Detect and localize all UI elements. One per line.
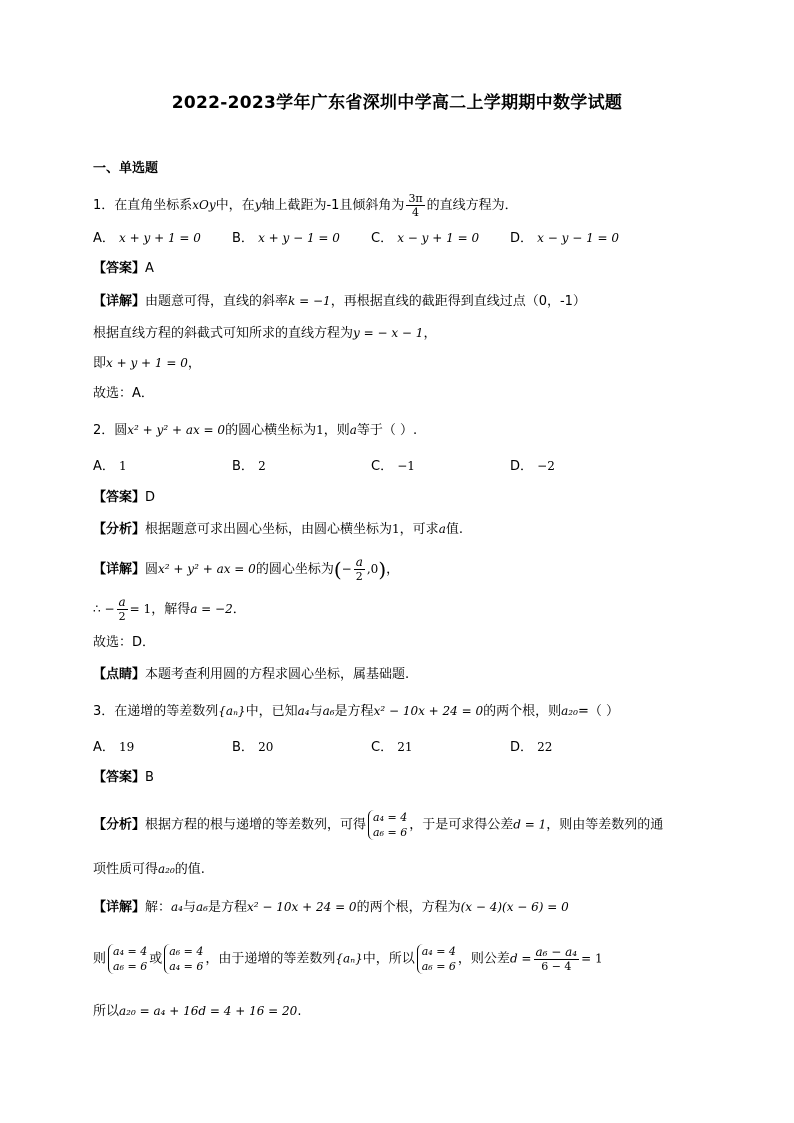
detail-text: 则 [93,951,107,967]
q1-option-d [510,229,619,248]
q3-a6: a₆ [322,704,335,718]
option-label: A． [93,740,115,755]
q3-stem [93,702,619,721]
detail-math: k = −1 [288,294,331,308]
system-top: a₆ = 4 [169,945,204,958]
fraction-den: 2 [118,610,126,623]
analysis-text: 根据方程的根与递增的等差数列，可得 [145,817,367,833]
detail-math: a = −2 [190,602,233,616]
analysis-text: 值. [445,522,463,537]
q1-angle-fraction [406,192,424,219]
answer-value: D [145,490,156,505]
q1-y: y [254,198,262,212]
q3-analysis-line-1 [93,810,663,840]
q1-xoy: xOy [192,198,216,212]
q1-stem-text: 1．在直角坐标系 [93,198,193,213]
q2-option-d [510,457,555,476]
option-label: C． [371,459,394,474]
detail-text: ，则公差 [457,951,510,967]
analysis-text: 的值. [174,862,205,877]
q3-answer [93,769,154,787]
option-label: D． [510,459,534,474]
paren-open: ( [333,557,342,582]
q3-equation: x² − 10x + 24 = 0 [373,704,484,718]
detail-text: ， [386,562,400,577]
option-value: −2 [537,459,555,473]
option-value: 19 [119,740,135,754]
detail-tag: 【详解】 [93,562,146,577]
q1-angle-den: 4 [412,206,420,219]
q3-stem-text: 与 [309,704,323,719]
q2-stem [93,421,417,440]
q1-detail-line-2 [93,324,436,343]
q2-var: a [349,423,357,437]
detail-text: ，再根据直线的截距得到直线过点（0，-1） [330,294,586,309]
q1-detail-line-1 [93,292,586,311]
analysis-text: 项性质可得 [93,862,159,877]
analysis-var: a [438,522,446,536]
slope-fraction [534,946,580,973]
q2-detail-line-2 [93,596,246,623]
q3-detail-line-1 [93,898,569,917]
detail-math: x² − 10x + 24 = 0 [247,900,357,914]
center-rest: ,0 [366,562,379,576]
q3-option-c [371,738,413,757]
q3-sequence: {aₙ} [218,704,246,718]
analysis-tag: 【分析】 [93,817,146,833]
detail-text: 由题意可得，直线的斜率 [145,294,289,309]
option-value: x + y − 1 = 0 [258,231,340,245]
q3-a20: a₂₀ [561,704,578,718]
option-value: 22 [537,740,553,754]
detail-text: 是方程 [207,900,247,915]
q1-option-b [232,229,340,248]
detail-text: ， [187,356,201,371]
fraction-num: a [118,595,126,609]
analysis-text: ，则由等差数列的通 [546,817,664,833]
answer-value: A [145,261,154,276]
q1-detail-line-3 [93,354,201,373]
answer-tag: 【答案】 [93,490,146,505]
option-label: D． [510,231,534,246]
q2-option-a [93,457,127,476]
q1-option-c [371,229,479,248]
detail-text: 中，所以 [362,951,415,967]
document-title: 2022-2023学年广东省深圳中学高二上学期期中数学试题 [171,93,623,113]
option-value: 1 [119,459,127,473]
fraction-num: a₆ − a₄ [535,944,578,959]
analysis-tag: 【分析】 [93,522,146,537]
q2-option-c [371,457,415,476]
system-brace [164,944,203,974]
detail-text: ，由于递增的等差数列 [205,951,336,967]
answer-tag: 【答案】 [93,261,146,276]
q2-detail-line-1 [93,556,399,583]
q2-stem-text: 等于（ ）. [356,423,418,438]
q1-detail-line-4: 故选：A． [93,386,154,401]
detail-math: ∴ − [93,602,115,616]
analysis-math: a₂₀ [158,862,175,876]
detail-math: d = [509,951,532,966]
detail-text: . [297,1004,302,1019]
q1-stem-text: 的直线方程为． [426,198,518,213]
q2-stem-text: 的圆心横坐标为 [225,423,317,438]
q2-stem-text: 2．圆 [93,423,128,438]
detail-math: = 1 [129,602,152,616]
detail-text: 圆 [145,562,159,577]
detail-math: x² + y² + ax = 0 [158,562,256,576]
detail-text: 的圆心坐标为 [255,562,334,577]
detail-math: x + y + 1 = 0 [106,356,188,370]
detail-text: 根据直线方程的斜截式可知所求的直线方程为 [93,326,354,341]
system-top: a₄ = 4 [421,945,456,958]
system-bottom: a₆ = 6 [113,960,148,973]
option-value: −1 [397,459,415,473]
q3-option-a [93,738,134,757]
q3-stem-text: =（ ） [577,704,619,719]
option-label: B． [232,459,254,474]
option-value: 21 [397,740,413,754]
q2-stem-text: ，则 [323,423,350,438]
detail-text: ． [232,602,246,617]
q3-stem-text: 的两个根，则 [483,704,562,719]
system-top: a₄ = 4 [113,945,148,958]
q3-detail-line-3 [93,1002,301,1021]
detail-math: (x − 4)(x − 6) = 0 [460,900,569,914]
comment-text: 本题考查利用圆的方程求圆心坐标，属基础题. [145,667,410,682]
center-num: a [355,555,363,569]
detail-math: a₆ [196,900,208,914]
system-bottom: a₆ = 6 [373,826,408,839]
q2-comment [93,666,409,684]
q3-option-b [232,738,273,757]
q3-stem-text: 是方程 [334,704,374,719]
option-label: A． [93,231,115,246]
analysis-math: d = 1 [513,817,547,832]
q2-value: 1 [316,423,324,437]
option-label: A． [93,459,115,474]
q1-answer [93,260,154,278]
analysis-text: ，可求 [399,522,439,537]
answer-value: B [145,770,154,785]
detail-math: {aₙ} [335,951,363,966]
q3-a4: a₄ [297,704,310,718]
fraction-den: 6 − 4 [541,959,572,973]
analysis-text: 根据题意可求出圆心坐标，由圆心横坐标为 [145,522,393,537]
q1-stem-text: 轴上截距为-1且倾斜角为 [261,198,405,213]
q3-analysis-line-2 [93,860,205,879]
q2-option-b [232,457,266,476]
detail-math: y = − x − 1 [353,326,424,340]
system-brace [368,810,407,840]
option-value: x − y + 1 = 0 [397,231,480,245]
q3-detail-line-2 [93,944,603,974]
detail-text: ， [423,326,437,341]
system-top: a₄ = 4 [373,811,408,824]
option-label: B． [232,740,254,755]
detail-text: 的两个根，方程为 [356,900,461,915]
q1-angle-num: 3π [408,192,423,205]
detail-math: = 1 [581,951,603,966]
detail-fraction [117,596,128,623]
comment-tag: 【点睛】 [93,667,146,682]
system-bottom: a₄ = 6 [169,960,204,973]
detail-text: 解： [145,900,172,915]
q2-equation: x² + y² + ax = 0 [127,423,226,437]
option-value: x + y + 1 = 0 [119,231,201,245]
center-minus: − [341,562,352,576]
detail-text: 所以 [93,1004,120,1019]
option-label: C． [371,740,394,755]
q3-option-d [510,738,552,757]
center-fraction [354,556,365,583]
system-bottom: a₆ = 6 [421,960,456,973]
analysis-text: ，于是可求得公差 [409,817,514,833]
q3-stem-text: 3．在递增的等差数列 [93,704,219,719]
option-label: C． [371,231,394,246]
system-brace [417,944,456,974]
detail-text: 即 [93,356,107,371]
option-label: B． [232,231,254,246]
detail-tag: 【详解】 [93,900,146,915]
detail-text: 或 [149,951,163,967]
q2-detail-line-3: 故选：D． [93,635,156,650]
section-heading: 一、单选题 [93,161,159,176]
detail-text: 与 [183,900,197,915]
q1-option-a [93,229,201,248]
q2-answer [93,489,155,507]
analysis-value: 1 [392,522,400,536]
detail-text: ，解得 [151,602,191,617]
detail-tag: 【详解】 [93,294,146,309]
option-label: D． [510,740,534,755]
option-value: x − y − 1 = 0 [537,231,620,245]
detail-math: a₄ [171,900,183,914]
q2-analysis [93,520,463,539]
q3-stem-text: 中，已知 [245,704,298,719]
option-value: 20 [258,740,274,754]
option-value: 2 [258,459,266,473]
answer-tag: 【答案】 [93,770,146,785]
system-brace [108,944,147,974]
q1-stem-text: 中，在 [215,198,255,213]
q1-stem [93,192,518,219]
center-den: 2 [355,570,363,583]
detail-math: a₂₀ = a₄ + 16d = 4 + 16 = 20 [119,1004,298,1018]
paren-close: ) [378,557,387,582]
